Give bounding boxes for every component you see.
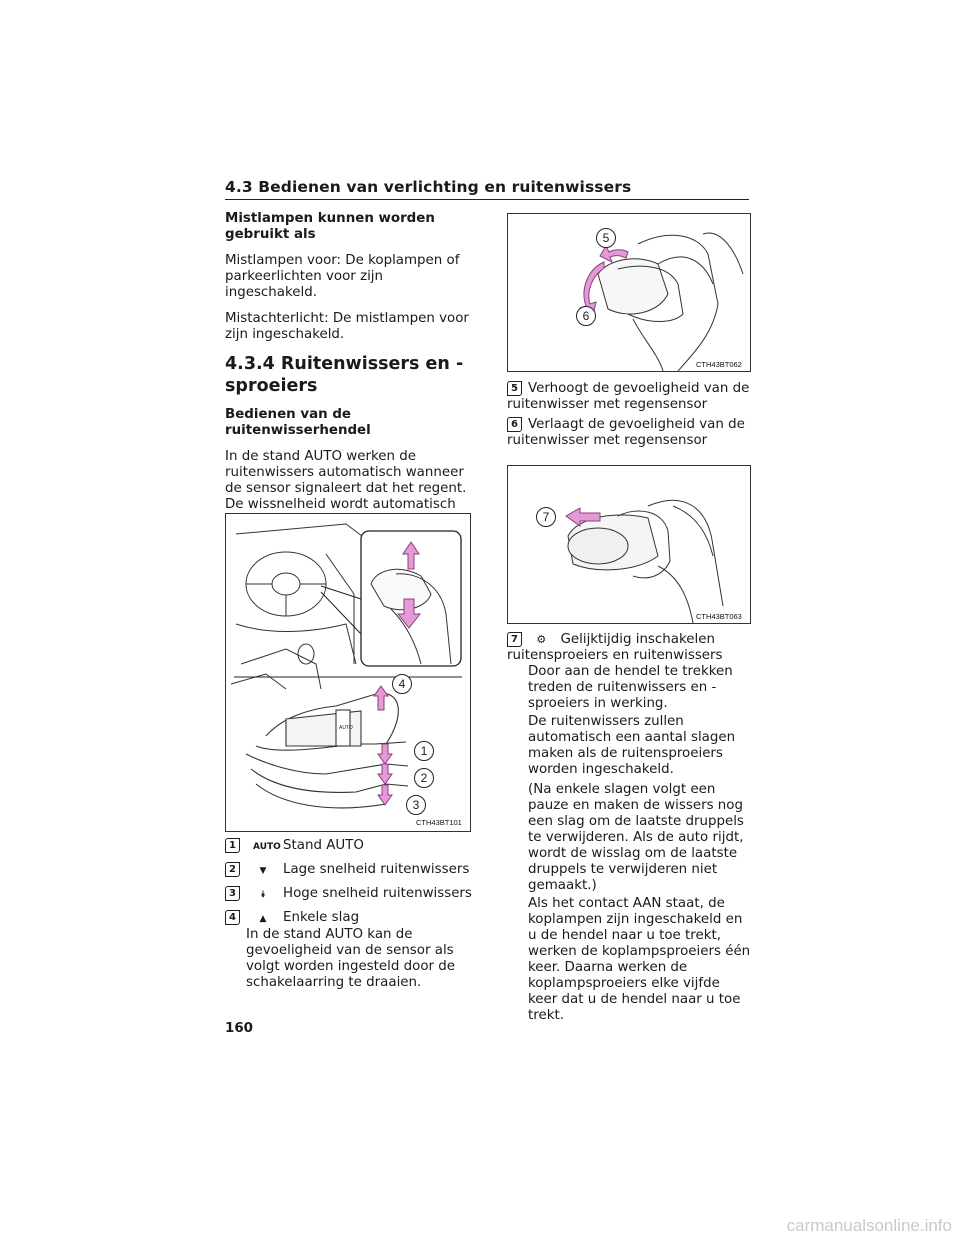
callout-1: 1 (414, 741, 434, 761)
legend-num-3: 3 (225, 886, 240, 901)
item7-paragraph-1: Door aan de hendel te trekken treden de ruitenwissers en -sproeiers in werking. (528, 664, 733, 711)
figure1-code: CTH43BT101 (416, 818, 462, 827)
legend-row-3 (225, 886, 472, 902)
callout-5: 5 (596, 228, 616, 248)
figure2-code: CTH43BT062 (696, 360, 742, 369)
callout-2: 2 (414, 768, 434, 788)
wiper-auto-paragraph: In de stand AUTO werken de ruitenwissers automatisch wanneer de sensor signaleert dat het regent. De wissnelheid wordt automatisch (225, 449, 467, 512)
item-5 (507, 381, 751, 413)
callout-4: 4 (392, 674, 412, 694)
item-6 (507, 417, 751, 449)
item-text-5: Verhoogt de gevoeligheid van de ruitenwisser met regensensor (507, 381, 750, 412)
legend-note: In de stand AUTO kan de gevoeligheid van de sensor als volgt worden ingesteld door de schakelaarring te draaien. (246, 927, 456, 990)
figure3-code: CTH43BT063 (696, 612, 742, 621)
item-num-6: 6 (507, 417, 522, 432)
page-number: 160 (225, 1021, 253, 1036)
wiper-lever-illustration (226, 514, 470, 831)
item-7-details (528, 664, 752, 1024)
figure-washer-pull (507, 465, 751, 624)
washer-pull-illustration (508, 466, 750, 623)
left-column-top (225, 211, 470, 555)
callout-3: 3 (406, 795, 426, 815)
single-stroke-icon: ▲ (259, 914, 267, 924)
section-title: 4.3 Bedienen van verlichting en ruitenwissers (225, 178, 632, 196)
watermark: carmanualsonline.info (786, 1216, 952, 1235)
washer-icon: ⚙ (536, 633, 547, 646)
high-speed-icon: ⯯ (260, 890, 266, 900)
legend-text-1: Stand AUTO (283, 838, 364, 853)
auto-icon: AUTO (253, 842, 281, 852)
legend-row-4 (225, 910, 360, 926)
item-7 (507, 632, 751, 664)
item7-paragraph-3: (Na enkele slagen volgt een pauze en maken de wissers nog een slag om de laatste druppels te verwijderen. Als de auto rijdt, wordt de wisslag om de laatste druppels te verwijderen niet gemaakt.) (528, 782, 744, 893)
legend-text-2: Lage snelheid ruitenwissers (283, 862, 470, 877)
fog-lamps-title: Mistlampen kunnen worden gebruikt als (225, 211, 435, 242)
legend-row-1 (225, 838, 364, 854)
low-speed-icon: ▼ (259, 866, 267, 876)
item7-paragraph-4: Als het contact AAN staat, de koplampen zijn ingeschakeld en u de hendel naar u toe trekt, werken de koplampsproeiers één keer. Daarna werken de koplampsproeiers elke vijfde keer dat u de hendel naar u toe trekt. (528, 896, 751, 1023)
item-num-5: 5 (507, 381, 522, 396)
legend-num-4: 4 (225, 910, 240, 925)
auto-switch-label: AUTO (339, 725, 353, 731)
figure-wiper-lever (225, 513, 471, 832)
legend-row-2 (225, 862, 470, 878)
item-text-7: Gelijktijdig inschakelen ruitensproeiers en ruitenwissers (507, 632, 723, 663)
callout-6: 6 (576, 306, 596, 326)
wiper-lever-subheading: Bedienen van de ruitenwisserhendel (225, 407, 371, 438)
item-text-6: Verlaagt de gevoeligheid van de ruitenwisser met regensensor (507, 417, 745, 448)
fog-front-paragraph: Mistlampen voor: De koplampen of parkeerlichten voor zijn ingeschakeld. (225, 253, 460, 300)
legend-text-3: Hoge snelheid ruitenwissers (283, 886, 472, 901)
item-num-7: 7 (507, 632, 522, 647)
item7-paragraph-2: De ruitenwissers zullen automatisch een aantal slagen maken als de ruitensproeiers worden ingeschakeld. (528, 714, 736, 777)
sensitivity-ring-illustration (508, 214, 750, 371)
wipers-heading: 4.3.4 Ruitenwissers en -sproeiers (225, 354, 464, 396)
legend-text-4: Enkele slag (283, 910, 360, 925)
header-rule (225, 199, 749, 200)
fog-rear-paragraph: Mistachterlicht: De mistlampen voor zijn ingeschakeld. (225, 311, 469, 342)
legend-num-1: 1 (225, 838, 240, 853)
legend-num-2: 2 (225, 862, 240, 877)
callout-7: 7 (536, 507, 556, 527)
figure-sensitivity-ring (507, 213, 751, 372)
